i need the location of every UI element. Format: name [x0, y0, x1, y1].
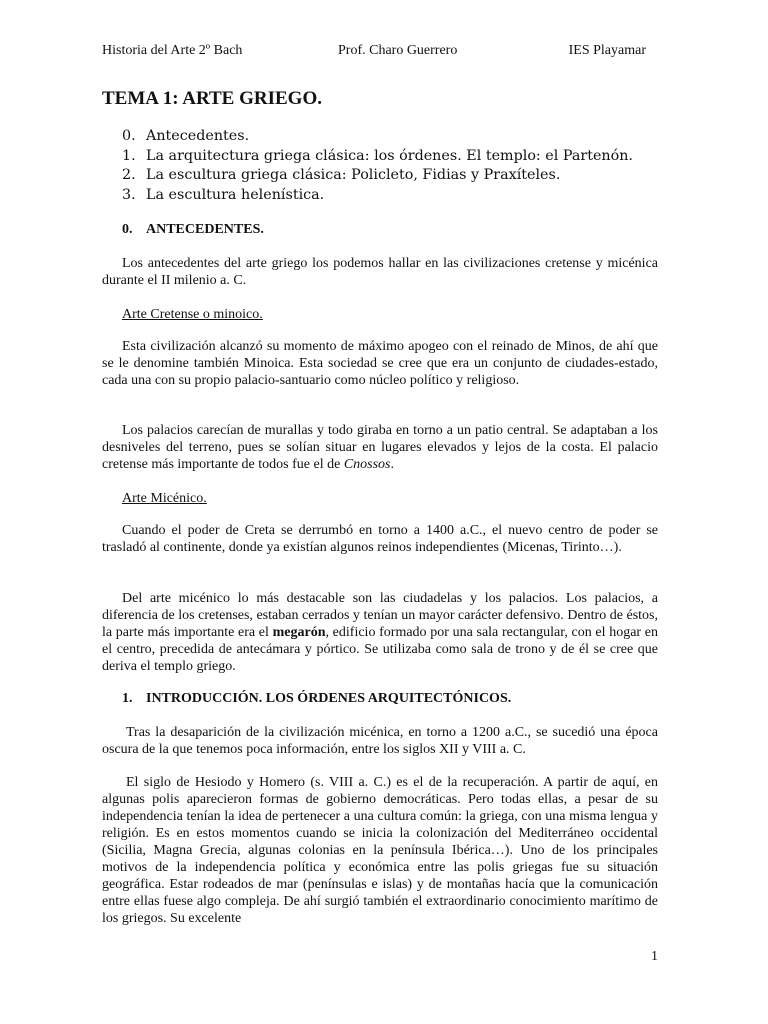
- toc-text: La escultura griega clásica: Policleto, Fidias y Praxíteles.: [146, 167, 561, 183]
- header-school: IES Playamar: [568, 43, 646, 58]
- toc-item: [122, 186, 642, 206]
- bold-term: megarón: [272, 625, 326, 640]
- toc-number: 3.: [122, 186, 136, 203]
- page-number: 1: [651, 949, 658, 964]
- toc-item: [122, 166, 642, 186]
- section-title: ANTECEDENTES.: [146, 222, 264, 237]
- header-teacher: Prof. Charo Guerrero: [338, 43, 458, 58]
- toc-item: [122, 147, 642, 167]
- subheading-cretense: Arte Cretense o minoico.: [122, 307, 263, 322]
- document-title: TEMA 1: ARTE GRIEGO.: [102, 88, 322, 109]
- subheading-micenico: Arte Micénico.: [122, 491, 207, 506]
- paragraph-text: Los palacios carecían de murallas y todo giraba en torno a un patio central. Se adaptaban a los desniveles del terreno, pues se solían situar en lugares elevados y lejos de la costa. El palacio cretense más importante de todos fue el de: [102, 423, 658, 472]
- emphasis-text: Cnossos: [343, 457, 391, 472]
- toc-number: 2.: [122, 167, 136, 183]
- paragraph: [102, 422, 658, 473]
- toc-number: 1.: [122, 147, 136, 164]
- section-heading-ordenes: [122, 690, 511, 707]
- toc-text: La arquitectura griega clásica: los órdenes. El templo: el Partenón.: [146, 147, 633, 164]
- paragraph: Los antecedentes del arte griego los podemos hallar en las civilizaciones cretense y micénica durante el II milenio a. C.: [102, 256, 658, 288]
- header-course: Historia del Arte 2º Bach: [102, 43, 243, 58]
- toc-number: 0.: [122, 128, 136, 144]
- paragraph: Esta civilización alcanzó su momento de máximo apogeo con el reinado de Minos, de ahí que se le denomine también Minoica. Esta sociedad se cree que era un conjunto de ciudades-estado, cada una con su propio palacio-santuario como núcleo político y religioso.: [102, 339, 658, 388]
- paragraph: [102, 590, 658, 675]
- paragraph: Tras la desaparición de la civilización micénica, en torno a 1200 a.C., se sucedió una época oscura de la que tenemos poca información, entre los siglos XII y VIII a. C.: [102, 725, 658, 757]
- section-number: 1.: [122, 691, 133, 706]
- paragraph: El siglo de Hesiodo y Homero (s. VIII a. C.) es el de la recuperación. A partir de aquí, en algunas polis aparecieron formas de gobierno democráticas. Pero todas ellas, a pesar de su independencia tenían la idea de pertenecer a una cultura común: la griega, con una misma lengua y religión. Es en estos momentos cuando se inicia la colonización del Mediterráneo occidental (Sicilia, Magna Grecia, algunas colonias en la península Ibérica…). Uno de los principales motivos de la independencia política y económica entre las polis griegas fue su situación geográfica. Estar rodeados de mar (penínsulas e islas) y de montañas hacía que la comunicación entre ellas fuese algo compleja. De ahí surgió también el extraordinario conocimiento marítimo de los griegos. Su excelente: [102, 775, 658, 926]
- paragraph-text: Del arte micénico lo más destacable son las ciudadelas y los palacios. Los palacios, a diferencia de los cretenses, estaban cerrados y tenían un mayor carácter defensivo. Dentro de éstos, la parte más importante era el: [102, 591, 658, 640]
- paragraph: Cuando el poder de Creta se derrumbó en torno a 1400 a.C., el nuevo centro de poder se trasladó al continente, donde ya existían algunos reinos independientes (Micenas, Tirinto…).: [102, 523, 658, 555]
- section-title: INTRODUCCIÓN. LOS ÓRDENES ARQUITECTÓNICOS.: [146, 691, 512, 706]
- table-of-contents: [122, 127, 642, 205]
- toc-item: [122, 127, 642, 147]
- paragraph-text: .: [390, 457, 394, 472]
- toc-text: Antecedentes.: [146, 128, 250, 144]
- section-heading-antecedentes: [122, 221, 264, 238]
- page-header: [102, 42, 658, 60]
- section-number: 0.: [122, 222, 133, 237]
- toc-text: La escultura helenística.: [146, 186, 325, 203]
- paragraph-text: , edificio formado por una sala rectangular, con el hogar en el centro, precedida de antecámara y pórtico. Se utilizaba como sala de trono y de él se cree que deriva el templo griego.: [102, 625, 658, 674]
